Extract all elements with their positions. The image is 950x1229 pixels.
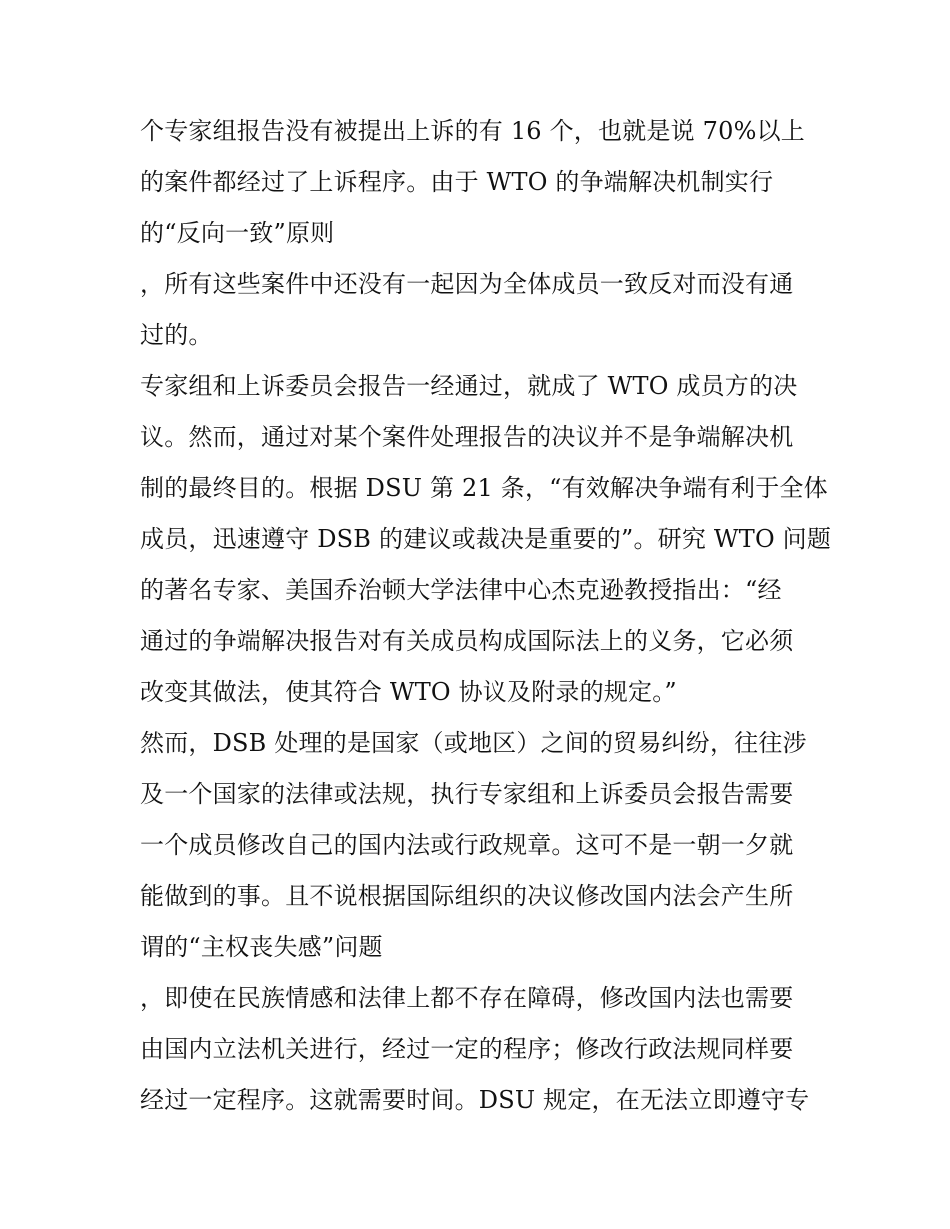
text-line: 制的最终目的。根据 DSU 第 21 条，“有效解决争端有利于全体 [140, 474, 828, 502]
text-line: ，所有这些案件中还没有一起因为全体成员一致反对而没有通 [140, 270, 794, 298]
text-line: 能做到的事。且不说根据国际组织的决议修改国内法会产生所 [140, 882, 794, 910]
text-line: 议。然而，通过对某个案件处理报告的决议并不是争端解决机 [140, 423, 794, 451]
body-text [140, 106, 832, 1126]
text-line: 经过一定程序。这就需要时间。DSU 规定，在无法立即遵守专 [140, 1086, 810, 1114]
text-line: 过的。 [140, 321, 213, 349]
text-line: 谓的“主权丧失感”问题 [140, 933, 383, 961]
text-line: 及一个国家的法律或法规，执行专家组和上诉委员会报告需要 [140, 780, 794, 808]
text-line: 成员，迅速遵守 DSB 的建议或裁决是重要的”。研究 WTO 问题 [140, 525, 832, 553]
text-line: 的案件都经过了上诉程序。由于 WTO 的争端解决机制实行 [140, 168, 774, 196]
text-line: 个专家组报告没有被提出上诉的有 16 个，也就是说 70%以上 [140, 117, 805, 145]
text-line: ，即使在民族情感和法律上都不存在障碍，修改国内法也需要 [140, 984, 794, 1012]
text-line: 然而，DSB 处理的是国家（或地区）之间的贸易纠纷，往往涉 [140, 729, 807, 757]
text-line: 改变其做法，使其符合 WTO 协议及附录的规定。” [140, 678, 677, 706]
text-line: 通过的争端解决报告对有关成员构成国际法上的义务，它必须 [140, 627, 794, 655]
text-line: 专家组和上诉委员会报告一经通过，就成了 WTO 成员方的决 [140, 372, 798, 400]
text-line: 的“反向一致”原则 [140, 219, 335, 247]
text-line: 的著名专家、美国乔治顿大学法律中心杰克逊教授指出：“经 [140, 576, 782, 604]
text-line: 一个成员修改自己的国内法或行政规章。这可不是一朝一夕就 [140, 831, 794, 859]
text-line: 由国内立法机关进行，经过一定的程序；修改行政法规同样要 [140, 1035, 794, 1063]
